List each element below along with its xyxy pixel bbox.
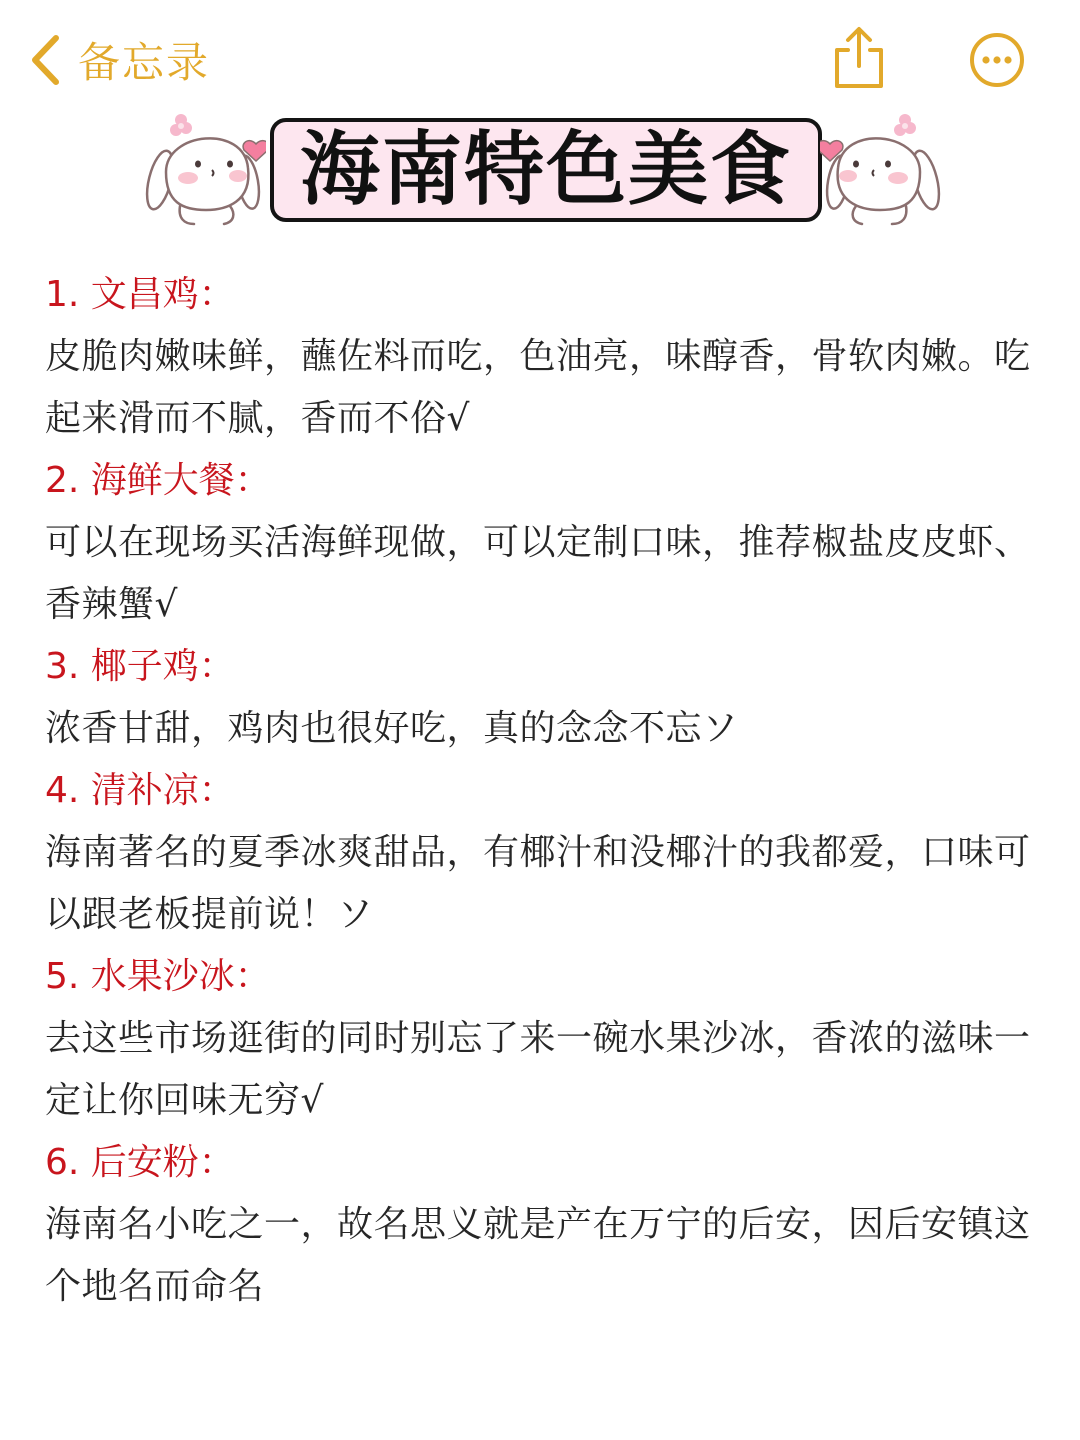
list-item [45, 1132, 1040, 1318]
list-item [45, 946, 1040, 1132]
item-heading: 5. 水果沙冰： [45, 956, 271, 997]
item-description: 可以在现场买活海鲜现做，可以定制口味，推荐椒盐皮皮虾、香辣蟹√ [45, 522, 1031, 625]
list-item [45, 450, 1040, 636]
list-item [45, 264, 1040, 450]
chevron-left-icon [28, 34, 62, 86]
note-content [45, 264, 1040, 1318]
item-heading: 1. 文昌鸡： [45, 274, 235, 315]
item-heading: 6. 后安粉： [45, 1142, 235, 1183]
item-description: 海南著名的夏季冰爽甜品，有椰汁和没椰汁的我都爱，口味可以跟老板提前说！ソ [45, 832, 1031, 935]
navigation-bar [0, 0, 1080, 110]
more-icon [966, 26, 1028, 92]
item-description: 浓香甘甜，鸡肉也很好吃，真的念念不忘ソ [45, 708, 739, 749]
item-description: 海南名小吃之一，故名思义就是产在万宁的后安，因后安镇这个地名而命名 [45, 1204, 1031, 1307]
back-button[interactable] [28, 28, 210, 92]
item-description: 皮脆肉嫩味鲜，蘸佐料而吃，色油亮，味醇香，骨软肉嫩。吃起来滑而不腻，香而不俗√ [45, 336, 1031, 439]
title-banner [0, 110, 1080, 232]
more-button[interactable] [966, 26, 1028, 92]
back-label: 备忘录 [78, 38, 211, 87]
bunny-sticker-icon [820, 110, 942, 228]
item-heading: 2. 海鲜大餐： [45, 460, 271, 501]
page-title: 海南特色美食 [300, 123, 792, 216]
title-box [270, 118, 822, 222]
share-icon [828, 26, 890, 92]
list-item [45, 760, 1040, 946]
item-description: 去这些市场逛街的同时别忘了来一碗水果沙冰，香浓的滋味一定让你回味无穷√ [45, 1018, 1031, 1121]
item-heading: 4. 清补凉： [45, 770, 235, 811]
item-heading: 3. 椰子鸡： [45, 646, 235, 687]
list-item [45, 636, 1040, 760]
bunny-sticker-icon [144, 110, 266, 228]
share-button[interactable] [828, 26, 890, 92]
